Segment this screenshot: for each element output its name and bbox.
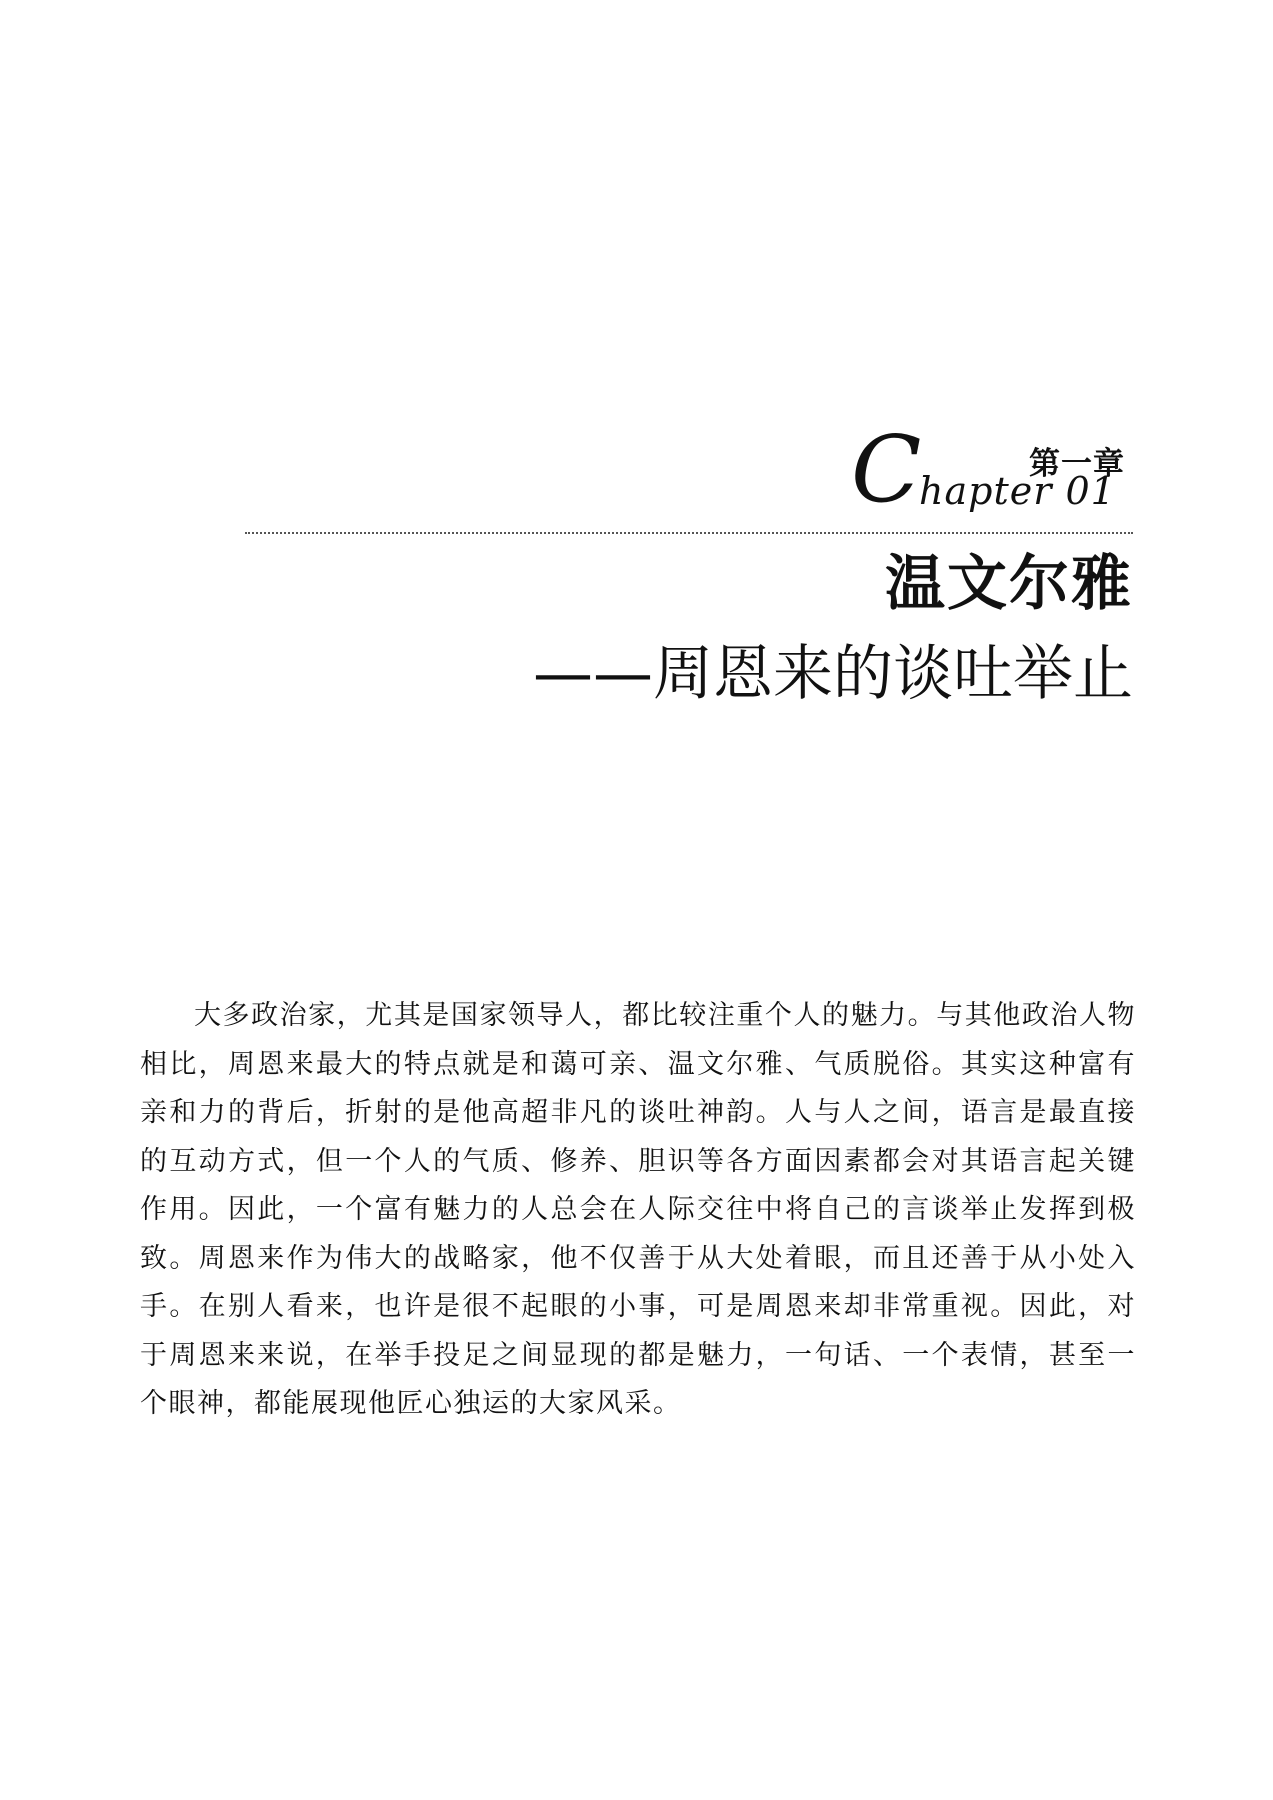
chapter-label-cn: 第一章 xyxy=(1029,446,1125,482)
chapter-subtitle: ——周恩来的谈吐举止 xyxy=(533,639,1133,709)
chapter-label-en xyxy=(919,469,1116,513)
chapter-title: 温文尔雅 xyxy=(885,549,1133,619)
chapter-number: 01 xyxy=(1065,469,1116,513)
chapter-label-en-text: hapter xyxy=(919,469,1053,513)
chapter-heading xyxy=(833,416,1133,523)
chapter-initial-letter: C xyxy=(851,416,922,523)
dotted-divider xyxy=(245,532,1133,534)
intro-paragraph: 大多政治家，尤其是国家领导人，都比较注重个人的魅力。与其他政治人物相比，周恩来最大的特点就是和蔼可亲、温文尔雅、气质脱俗。其实这种富有亲和力的背后，折射的是他高超非凡的谈吐神韵。人与人之间，语言是最直接的互动方式，但一个人的气质、修养、胆识等各方面因素都会对其语言起关键作用。因此，一个富有魅力的人总会在人际交往中将自己的言谈举止发挥到极致。周恩来作为伟大的战略家，他不仅善于从大处着眼，而且还善于从小处入手。在别人看来，也许是很不起眼的小事，可是周恩来却非常重视。因此，对于周恩来来说，在举手投足之间显现的都是魅力，一句话、一个表情，甚至一个眼神，都能展现他匠心独运的大家风采。 xyxy=(140,1000,1136,1419)
